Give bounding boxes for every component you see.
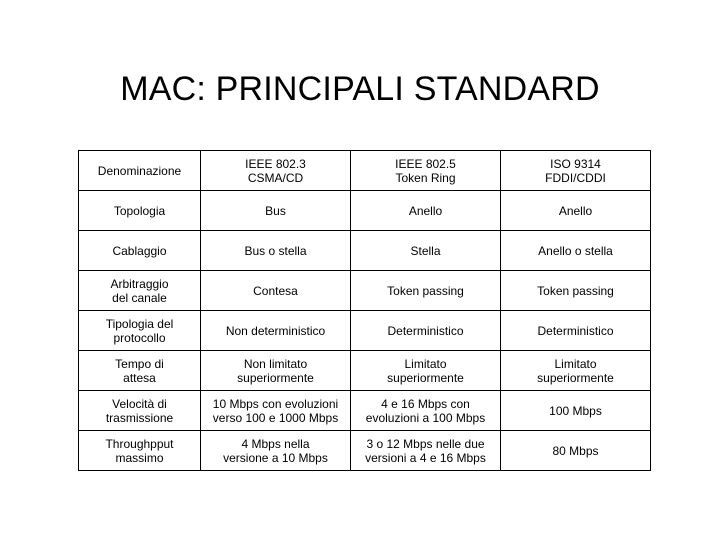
cell-ieee-802-5: Stella (351, 231, 501, 271)
cell-ieee-802-5: Deterministico (351, 311, 501, 351)
cell-ieee-802-5: IEEE 802.5 Token Ring (351, 151, 501, 191)
row-label: Throughpput massimo (79, 431, 201, 471)
table-row-denominazione (79, 151, 651, 191)
cell-ieee-802-5: Limitato superiormente (351, 351, 501, 391)
table-row-topologia (79, 191, 651, 231)
row-label: Cablaggio (79, 231, 201, 271)
cell-ieee-802-3: 4 Mbps nella versione a 10 Mbps (201, 431, 351, 471)
table-row-velocita (79, 391, 651, 431)
standards-table (78, 150, 651, 471)
cell-ieee-802-3: Non limitato superiormente (201, 351, 351, 391)
cell-ieee-802-3: Bus o stella (201, 231, 351, 271)
cell-ieee-802-3: Contesa (201, 271, 351, 311)
cell-iso-9314: Limitato superiormente (501, 351, 651, 391)
cell-ieee-802-3: Bus (201, 191, 351, 231)
row-label: Denominazione (79, 151, 201, 191)
cell-iso-9314: 80 Mbps (501, 431, 651, 471)
cell-ieee-802-5: Token passing (351, 271, 501, 311)
cell-ieee-802-3: IEEE 802.3 CSMA/CD (201, 151, 351, 191)
slide-title: MAC: PRINCIPALI STANDARD (120, 70, 600, 108)
row-label: Velocità di trasmissione (79, 391, 201, 431)
row-label: Topologia (79, 191, 201, 231)
cell-iso-9314: Token passing (501, 271, 651, 311)
row-label: Tempo di attesa (79, 351, 201, 391)
cell-iso-9314: 100 Mbps (501, 391, 651, 431)
cell-iso-9314: Anello o stella (501, 231, 651, 271)
cell-iso-9314: Deterministico (501, 311, 651, 351)
row-label: Arbitraggio del canale (79, 271, 201, 311)
table-row-throughput (79, 431, 651, 471)
cell-ieee-802-3: 10 Mbps con evoluzioni verso 100 e 1000 Mbps (201, 391, 351, 431)
cell-ieee-802-5: 4 e 16 Mbps con evoluzioni a 100 Mbps (351, 391, 501, 431)
table-row-arbitraggio (79, 271, 651, 311)
cell-ieee-802-5: 3 o 12 Mbps nelle due versioni a 4 e 16 Mbps (351, 431, 501, 471)
table-row-cablaggio (79, 231, 651, 271)
table-row-tipologia (79, 311, 651, 351)
table-row-tempo-attesa (79, 351, 651, 391)
row-label: Tipologia del protocollo (79, 311, 201, 351)
cell-iso-9314: Anello (501, 191, 651, 231)
cell-ieee-802-5: Anello (351, 191, 501, 231)
cell-ieee-802-3: Non deterministico (201, 311, 351, 351)
cell-iso-9314: ISO 9314 FDDI/CDDI (501, 151, 651, 191)
